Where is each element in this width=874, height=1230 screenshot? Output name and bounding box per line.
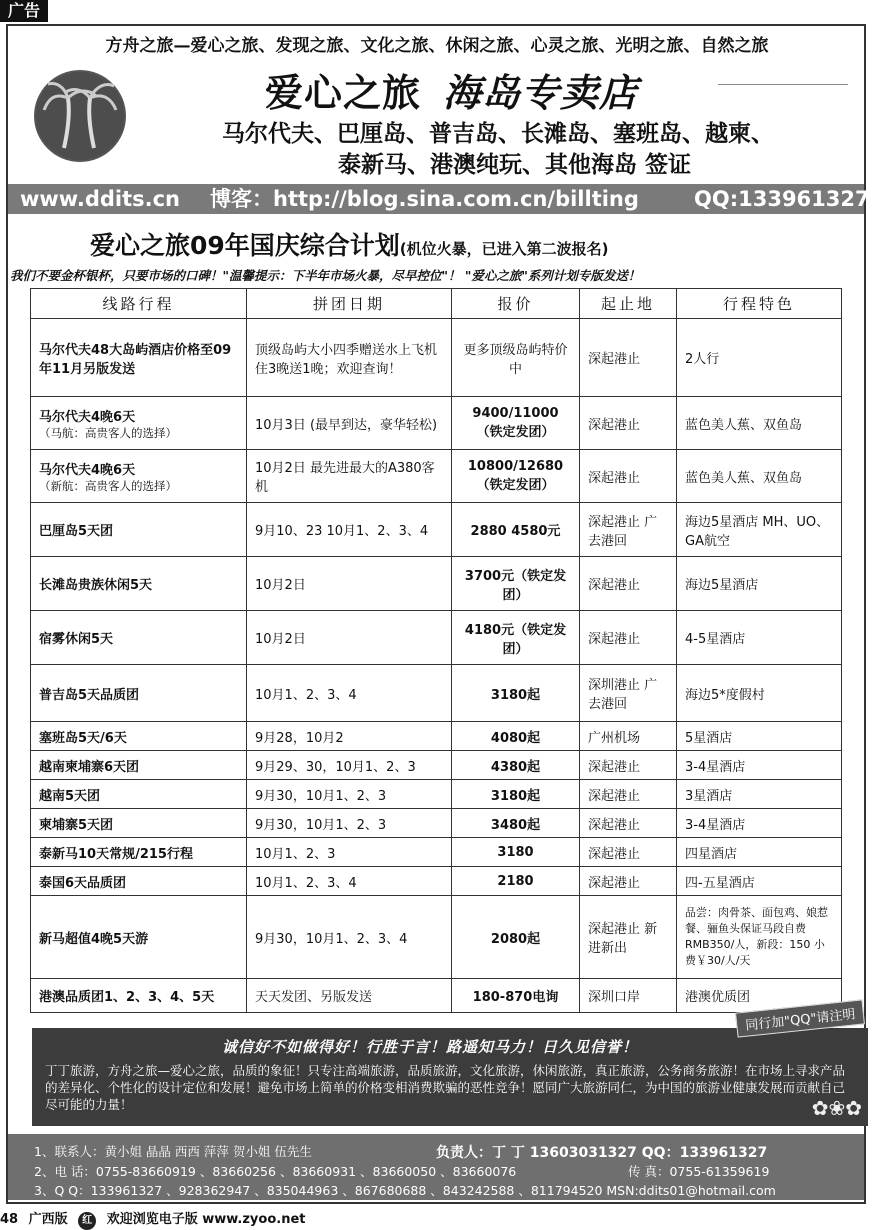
dates-cell-text: 10月2日 最先进最大的A380客机 bbox=[255, 461, 435, 495]
banner-body: 丁丁旅游，方舟之旅—爱心之旅，品质的象征！只专注高端旅游，品质旅游，文化旅游，休闲旅游，真正旅游，公务商务旅游！在市场上寻求产品的差异化、个性化的设计定位和发展！避免市场上简单的价格变相消费欺骗的恶性竞争！愿同广大旅游同仁，为中国的旅游业健康发展而贡献自己尽可能的力量！ bbox=[45, 1063, 846, 1112]
dates-cell bbox=[247, 896, 452, 979]
feature-cell bbox=[677, 809, 842, 838]
dates-cell-text: 顶级岛屿大小四季赠送水上飞机住3晚送1晚；欢迎查询！ bbox=[255, 342, 438, 377]
feature-cell bbox=[677, 780, 842, 809]
plan-title bbox=[90, 226, 609, 262]
price-cell-text: 更多顶级岛屿特价中 bbox=[463, 342, 568, 377]
from-cell-text: 深起港止 bbox=[588, 632, 641, 647]
dates-cell-text: 9月29、30，10月1、2、3 bbox=[255, 759, 416, 775]
table-row bbox=[31, 665, 842, 722]
route-cell bbox=[31, 867, 247, 896]
price-cell-text: 3180起 bbox=[490, 788, 541, 804]
price-cell-text: 2180 bbox=[497, 873, 534, 889]
dates-cell-text: 9月10、23 10月1、2、3、4 bbox=[255, 524, 429, 539]
from-cell-text: 深圳口岸 bbox=[588, 990, 641, 1005]
page-footer bbox=[0, 1208, 312, 1230]
route-cell bbox=[31, 979, 247, 1013]
route-cell-text: 泰国6天品质团 bbox=[39, 875, 127, 891]
price-cell bbox=[452, 503, 580, 557]
dates-cell bbox=[247, 503, 452, 557]
table-row bbox=[31, 809, 842, 838]
dates-cell-text: 9月28，10月2 bbox=[255, 730, 344, 746]
header-route: 线路行程 bbox=[31, 289, 247, 319]
notice-line: 我们不要金杯银杯，只要市场的口碑！"温馨提示：下半年市场火暴，尽早控位"！ "爱心之旅"系列计划专版发送！ bbox=[10, 268, 641, 283]
dates-cell-text: 10月1、2、3、4 bbox=[255, 875, 357, 891]
price-cell-text: 4180元（铁定发团） bbox=[464, 622, 567, 657]
qq-number: QQ:133961327 bbox=[694, 187, 870, 211]
from-cell bbox=[580, 751, 677, 780]
table-header-row bbox=[31, 289, 842, 319]
fax-number: 传 真：0755-61359619 bbox=[628, 1164, 770, 1179]
from-cell bbox=[580, 838, 677, 867]
from-cell-text: 深起港止 广去港回 bbox=[588, 514, 658, 549]
dates-cell bbox=[247, 450, 452, 503]
dates-cell bbox=[247, 611, 452, 665]
price-cell bbox=[452, 397, 580, 450]
dates-cell bbox=[247, 867, 452, 896]
brand-name: 爱心之旅 bbox=[265, 71, 422, 115]
route-cell-text: 泰新马10天常规/215行程 bbox=[39, 846, 193, 862]
route-cell-text: 越南5天团 bbox=[39, 788, 101, 804]
route-cell-text: 柬埔寨5天团 bbox=[39, 817, 114, 833]
from-cell bbox=[580, 780, 677, 809]
route-cell-text: 新马超值4晚5天游 bbox=[39, 931, 149, 947]
route-cell bbox=[31, 780, 247, 809]
feature-cell-text: 蓝色美人蕉、双鱼岛 bbox=[685, 470, 803, 486]
route-cell-text: 马尔代夫4晚6天 bbox=[39, 409, 136, 425]
feature-cell bbox=[677, 665, 842, 722]
slogan: 方舟之旅—爱心之旅、发现之旅、文化之旅、休闲之旅、心灵之旅、光明之旅、自然之旅 bbox=[105, 36, 769, 56]
feature-cell-text: 3-4星酒店 bbox=[685, 759, 746, 775]
feature-cell-text: 3星酒店 bbox=[685, 788, 733, 804]
route-cell bbox=[31, 450, 247, 503]
dates-cell bbox=[247, 838, 452, 867]
dates-cell-text: 天天发团、另版发送 bbox=[255, 990, 373, 1005]
from-cell-text: 深起港止 bbox=[588, 817, 641, 833]
feature-cell bbox=[677, 450, 842, 503]
feature-cell-text: 四-五星酒店 bbox=[685, 875, 755, 891]
feature-cell-text: 3-4星酒店 bbox=[685, 817, 746, 833]
header-feature: 行程特色 bbox=[677, 289, 842, 319]
feature-cell bbox=[677, 319, 842, 397]
dates-cell-text: 9月30，10月1、2、3、4 bbox=[255, 931, 408, 947]
price-cell bbox=[452, 611, 580, 665]
from-cell bbox=[580, 319, 677, 397]
route-cell-text: 马尔代夫48大岛屿酒店价格至09年11月另版发送 bbox=[39, 342, 232, 377]
route-cell bbox=[31, 896, 247, 979]
route-cell bbox=[31, 397, 247, 450]
contact-bar bbox=[8, 1134, 864, 1200]
from-cell bbox=[580, 611, 677, 665]
price-cell-text: 9400/11000（铁定发团） bbox=[472, 406, 559, 440]
dates-cell bbox=[247, 979, 452, 1013]
feature-cell bbox=[677, 611, 842, 665]
plan-subtitle: (机位火暴，已进入第二波报名) bbox=[399, 240, 609, 258]
promo-banner bbox=[32, 1007, 868, 1126]
price-cell bbox=[452, 838, 580, 867]
from-cell bbox=[580, 979, 677, 1013]
price-cell bbox=[452, 896, 580, 979]
price-cell bbox=[452, 450, 580, 503]
price-cell-text: 3180 bbox=[497, 844, 534, 860]
welcome-text: 欢迎浏览电子版 www.zyoo.net bbox=[106, 1212, 306, 1227]
route-cell bbox=[31, 809, 247, 838]
url-bar bbox=[8, 184, 870, 214]
banner-headline: 诚信好不如做得好！行胜于言！路遥知马力！日久见信誉！ bbox=[222, 1038, 639, 1056]
website-link[interactable]: www.ddits.cn bbox=[20, 187, 181, 211]
dates-cell-text: 10月1、2、3、4 bbox=[255, 687, 357, 703]
table-row bbox=[31, 397, 842, 450]
from-cell bbox=[580, 722, 677, 751]
from-cell bbox=[580, 665, 677, 722]
dates-cell bbox=[247, 319, 452, 397]
red-badge-icon: 红 bbox=[78, 1212, 96, 1230]
price-cell-text: 2080起 bbox=[490, 931, 541, 947]
table-row bbox=[31, 611, 842, 665]
from-cell bbox=[580, 809, 677, 838]
route-cell-text: 越南柬埔寨6天团 bbox=[39, 759, 140, 775]
palm-tree-logo-icon bbox=[34, 70, 126, 162]
table-row bbox=[31, 896, 842, 979]
feature-cell-text: 四星酒店 bbox=[685, 846, 738, 862]
destinations-line-1: 马尔代夫、巴厘岛、普吉岛、长滩岛、塞班岛、越柬、 bbox=[222, 121, 774, 147]
from-cell bbox=[580, 557, 677, 611]
feature-cell-text: 5星酒店 bbox=[685, 730, 733, 746]
feature-cell-text: 4-5星酒店 bbox=[685, 632, 746, 647]
table-row bbox=[31, 867, 842, 896]
contact-persons: 1、联系人：黄小姐 晶晶 西西 萍萍 贺小姐 伍先生 bbox=[34, 1144, 312, 1159]
dates-cell bbox=[247, 780, 452, 809]
from-cell bbox=[580, 503, 677, 557]
price-cell-text: 3480起 bbox=[490, 817, 541, 833]
dates-cell-text: 9月30，10月1、2、3 bbox=[255, 788, 387, 804]
from-cell-text: 深起港止 新进新出 bbox=[588, 922, 658, 956]
price-cell bbox=[452, 809, 580, 838]
edition-label: 广西版 bbox=[28, 1212, 68, 1227]
blog-link[interactable]: 博客：http://blog.sina.com.cn/billting bbox=[210, 187, 639, 211]
route-cell bbox=[31, 665, 247, 722]
dates-cell-text: 10月1、2、3 bbox=[255, 846, 336, 862]
route-cell bbox=[31, 503, 247, 557]
route-cell bbox=[31, 722, 247, 751]
from-cell-text: 深起港止 bbox=[588, 417, 641, 433]
feature-cell-text: 海边5*度假村 bbox=[685, 687, 765, 703]
feature-cell-text: 2人行 bbox=[685, 352, 720, 367]
price-cell-text: 3700元（铁定发团） bbox=[464, 568, 567, 603]
price-cell-text: 180-870电询 bbox=[472, 990, 559, 1005]
feature-cell bbox=[677, 397, 842, 450]
table-row bbox=[31, 751, 842, 780]
feature-cell bbox=[677, 838, 842, 867]
table-row bbox=[31, 450, 842, 503]
price-cell-text: 4080起 bbox=[490, 730, 541, 746]
table-row bbox=[31, 557, 842, 611]
route-cell bbox=[31, 838, 247, 867]
page-title bbox=[265, 62, 638, 117]
from-cell-text: 深起港止 bbox=[588, 875, 641, 891]
title-rule bbox=[718, 84, 848, 85]
price-cell bbox=[452, 557, 580, 611]
price-cell bbox=[452, 665, 580, 722]
route-cell-text: 巴厘岛5天团 bbox=[39, 524, 114, 539]
routes-table bbox=[30, 288, 842, 1013]
dates-cell-text: 10月3日 (最早到达，豪华轻松) bbox=[255, 417, 438, 433]
table-row bbox=[31, 319, 842, 397]
route-subtitle: （马航：高贵客人的选择） bbox=[39, 425, 177, 440]
table-row bbox=[31, 780, 842, 809]
route-cell bbox=[31, 557, 247, 611]
route-cell-text: 宿雾休闲5天 bbox=[39, 632, 114, 647]
feature-cell bbox=[677, 751, 842, 780]
from-cell-text: 深起港止 bbox=[588, 759, 641, 775]
route-cell-text: 塞班岛5天/6天 bbox=[39, 730, 127, 746]
price-cell-text: 10800/12680（铁定发团） bbox=[467, 459, 564, 493]
route-cell-text: 港澳品质团1、2、3、4、5天 bbox=[39, 990, 215, 1005]
dates-cell bbox=[247, 722, 452, 751]
shop-title: 海岛专卖店 bbox=[443, 71, 639, 115]
feature-cell bbox=[677, 722, 842, 751]
route-subtitle: （新航：高贵客人的选择） bbox=[39, 478, 177, 493]
dates-cell bbox=[247, 557, 452, 611]
table-row bbox=[31, 838, 842, 867]
destinations-line-2: 泰新马、港澳纯玩、其他海岛 签证 bbox=[338, 152, 692, 178]
qq-numbers: 3、Q Q：133961327 、928362947 、835044963 、867680688 、843242588 、811794520 MSN:ddits01@hotmail.com bbox=[34, 1183, 776, 1198]
qq-note-badge: 同行加"QQ"请注明 bbox=[735, 999, 865, 1037]
page-number: 48 bbox=[0, 1212, 19, 1227]
from-cell bbox=[580, 397, 677, 450]
price-cell bbox=[452, 867, 580, 896]
price-cell bbox=[452, 751, 580, 780]
plan-title-text: 爱心之旅09年国庆综合计划 bbox=[90, 231, 400, 260]
feature-cell-text: 蓝色美人蕉、双鱼岛 bbox=[685, 417, 803, 433]
dates-cell bbox=[247, 397, 452, 450]
feature-cell-text: 海边5星酒店 bbox=[685, 578, 759, 593]
route-cell-text: 长滩岛贵族休闲5天 bbox=[39, 578, 153, 593]
from-cell bbox=[580, 896, 677, 979]
feature-cell bbox=[677, 503, 842, 557]
feature-cell bbox=[677, 867, 842, 896]
table-row bbox=[31, 503, 842, 557]
feature-cell-text: 品尝：肉骨茶、面包鸡、娘惹餐、骊鱼头保证马段自费RMB350/人，新段：150 小费￥30/人/天 bbox=[685, 906, 828, 967]
from-cell bbox=[580, 450, 677, 503]
dates-cell bbox=[247, 665, 452, 722]
table-row bbox=[31, 979, 842, 1013]
from-cell-text: 广州机场 bbox=[588, 730, 641, 746]
price-cell-text: 4380起 bbox=[490, 759, 541, 775]
route-cell-text: 普吉岛5天品质团 bbox=[39, 687, 140, 703]
feature-cell bbox=[677, 557, 842, 611]
flower-decoration-icon: ✿❀✿ bbox=[811, 1096, 862, 1120]
price-cell-text: 2880 4580元 bbox=[470, 524, 561, 539]
from-cell-text: 深起港止 bbox=[588, 352, 641, 367]
from-cell-text: 深起港止 bbox=[588, 470, 641, 486]
phone-numbers: 2、电 话：0755-83660919 、83660256 、83660931 、83660050 、83660076 bbox=[34, 1164, 517, 1179]
header-dates: 拼团日期 bbox=[247, 289, 452, 319]
table-row bbox=[31, 722, 842, 751]
price-cell bbox=[452, 780, 580, 809]
dates-cell-text: 10月2日 bbox=[255, 632, 306, 647]
dates-cell bbox=[247, 809, 452, 838]
from-cell-text: 深圳港止 广去港回 bbox=[588, 678, 658, 712]
dates-cell bbox=[247, 751, 452, 780]
route-cell bbox=[31, 751, 247, 780]
header-price: 报价 bbox=[452, 289, 580, 319]
route-cell-text: 马尔代夫4晚6天 bbox=[39, 462, 136, 478]
feature-cell-text: 港澳优质团 bbox=[685, 990, 751, 1005]
ad-tag: 广告 bbox=[0, 0, 48, 22]
dates-cell-text: 10月2日 bbox=[255, 578, 306, 593]
manager-info: 负责人：丁 丁 13603031327 QQ：133961327 bbox=[436, 1145, 768, 1161]
feature-cell bbox=[677, 896, 842, 979]
from-cell-text: 深起港止 bbox=[588, 788, 641, 804]
price-cell-text: 3180起 bbox=[490, 687, 541, 703]
feature-cell-text: 海边5星酒店 MH、UO、GA航空 bbox=[685, 514, 830, 549]
price-cell bbox=[452, 319, 580, 397]
price-cell bbox=[452, 979, 580, 1013]
from-cell bbox=[580, 867, 677, 896]
route-cell bbox=[31, 319, 247, 397]
from-cell-text: 深起港止 bbox=[588, 578, 641, 593]
price-cell bbox=[452, 722, 580, 751]
route-cell bbox=[31, 611, 247, 665]
header-from: 起止地 bbox=[580, 289, 677, 319]
dates-cell-text: 9月30，10月1、2、3 bbox=[255, 817, 387, 833]
from-cell-text: 深起港止 bbox=[588, 846, 641, 862]
